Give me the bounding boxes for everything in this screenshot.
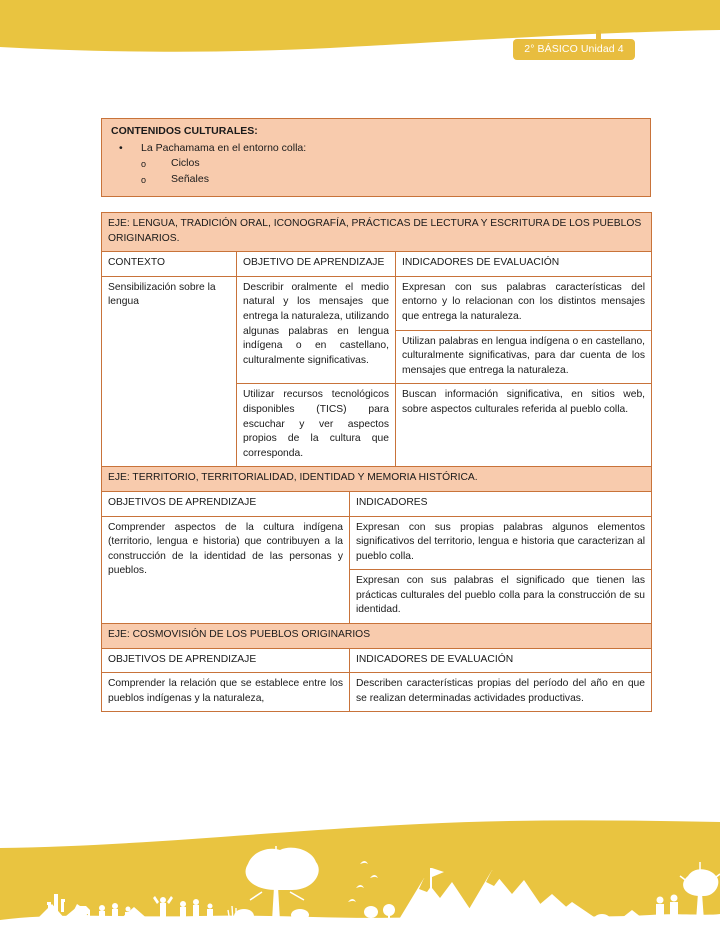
table-row bbox=[102, 516, 652, 570]
cultural-subitem-text: Ciclos bbox=[171, 157, 200, 169]
document-body bbox=[101, 118, 651, 712]
table-row bbox=[102, 648, 652, 673]
table-row bbox=[102, 673, 652, 712]
cell-indicador-1-2: Utilizan palabras en lengua indígena o en castellano, culturalmente significativas, para dar cuenta de los mensajes que entrega la naturaleza. bbox=[396, 330, 652, 384]
unit-badge: 2° BÁSICO Unidad 4 bbox=[513, 39, 635, 60]
table-row bbox=[102, 276, 652, 330]
table-row bbox=[102, 213, 652, 252]
cell-indicador-cosmovision-1: Describen características propias del período del año en que se realizan determinadas actividades productivas. bbox=[350, 673, 652, 712]
cell-objetivo-cosmovision: Comprender la relación que se establece entre los pueblos indígenas y la naturaleza, bbox=[102, 673, 350, 712]
eje-header-territorio: EJE: TERRITORIO, TERRITORIALIDAD, IDENTIDAD Y MEMORIA HISTÓRICA. bbox=[102, 467, 652, 492]
section-territorio-table bbox=[101, 491, 652, 713]
eje-header-lengua: EJE: LENGUA, TRADICIÓN ORAL, ICONOGRAFÍA, PRÁCTICAS DE LECTURA Y ESCRITURA DE LOS PUEBLOS ORIGINARIOS. bbox=[102, 213, 652, 252]
cell-indicador-2-1: Buscan información significativa, en sitios web, sobre aspectos culturales referida al pueblo colla. bbox=[396, 384, 652, 467]
column-header-indicadores-territorio: INDICADORES bbox=[350, 491, 652, 516]
column-header-objetivos-cosmovision: OBJETIVOS DE APRENDIZAJE bbox=[102, 648, 350, 673]
cultural-bullet-text: La Pachamama en el entorno colla: bbox=[141, 142, 307, 154]
sub-bullet-glyph: o bbox=[141, 175, 147, 185]
table-row bbox=[102, 624, 652, 649]
footer-landscape-graphic bbox=[0, 820, 720, 932]
column-header-contexto: CONTEXTO bbox=[102, 252, 237, 277]
table-row bbox=[102, 491, 652, 516]
table-row bbox=[102, 252, 652, 277]
cultural-subitem bbox=[141, 156, 641, 172]
cell-indicador-territorio-1: Expresan con sus propias palabras algunos elementos significativos del territorio, lengua e historia que caracterizan al pueblo colla. bbox=[350, 516, 652, 570]
cultural-subitem bbox=[141, 172, 641, 188]
cell-objetivo-1: Describir oralmente el medio natural y los mensajes que entrega la naturaleza, utilizando algunas palabras en lengua indígena o en castellano, culturalmente significativas. bbox=[237, 276, 396, 384]
column-header-indicadores: INDICADORES DE EVALUACIÓN bbox=[396, 252, 652, 277]
bullet-glyph: • bbox=[119, 142, 123, 154]
sub-bullet-glyph: o bbox=[141, 159, 147, 169]
cell-indicador-1-1: Expresan con sus palabras características del entorno y lo relacionan con los distintos mensajes que entrega la naturaleza. bbox=[396, 276, 652, 330]
column-header-indicadores-cosmovision: INDICADORES DE EVALUACIÓN bbox=[350, 648, 652, 673]
cultural-contents-title: CONTENIDOS CULTURALES: bbox=[111, 125, 258, 137]
cell-indicador-territorio-2: Expresan con sus palabras el significado que tienen las prácticas culturales del pueblo colla para la construcción de su identidad. bbox=[350, 570, 652, 624]
cell-objetivo-territorio: Comprender aspectos de la cultura indígena (territorio, lengua e historia) que contribuyen a la construcción de la identidad de las personas y pueblos. bbox=[102, 516, 350, 624]
column-header-objetivo: OBJETIVO DE APRENDIZAJE bbox=[237, 252, 396, 277]
page-footer-band bbox=[0, 820, 720, 932]
cell-contexto: Sensibilización sobre la lengua bbox=[102, 276, 237, 467]
cultural-subitem-text: Señales bbox=[171, 173, 209, 185]
table-row bbox=[102, 467, 652, 492]
cultural-contents-box bbox=[101, 118, 651, 197]
cell-objetivo-2: Utilizar recursos tecnológicos disponibles (TICS) para escuchar y ver aspectos propios de la cultura que corresponda. bbox=[237, 384, 396, 467]
column-header-objetivos-territorio: OBJETIVOS DE APRENDIZAJE bbox=[102, 491, 350, 516]
eje-header-cosmovision: EJE: COSMOVISIÓN DE LOS PUEBLOS ORIGINARIOS bbox=[102, 624, 652, 649]
cultural-bullet-item bbox=[115, 141, 641, 156]
section-lengua-table bbox=[101, 212, 652, 492]
